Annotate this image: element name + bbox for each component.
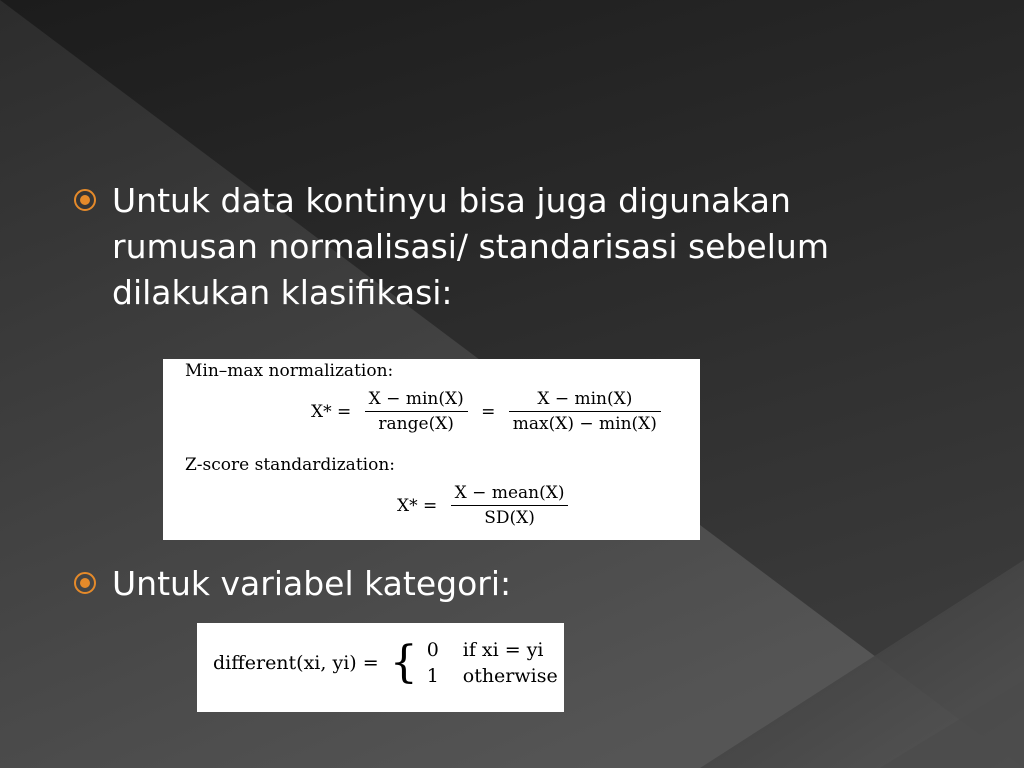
lhs-xstar: X* = [397, 495, 438, 516]
case-condition: if xi = yi [462, 639, 544, 661]
case-value: 0 [426, 639, 439, 661]
formula-image-normalization [163, 359, 700, 540]
minmax-label: Min–max normalization: [185, 361, 394, 381]
zscore-equation [397, 483, 568, 528]
case-row [427, 637, 558, 663]
left-brace: { [389, 637, 418, 688]
fraction-denominator: max(X) − min(X) [512, 414, 657, 434]
bullet-text: Untuk variabel kategori: [112, 564, 512, 603]
fraction-range [365, 389, 468, 434]
fraction-denominator: SD(X) [484, 508, 535, 528]
different-equation [213, 637, 558, 689]
equals-sign: = [481, 401, 496, 422]
bullet-icon [74, 572, 96, 594]
fraction-numerator: X − min(X) [365, 389, 468, 412]
different-lhs: different(xi, yi) = [213, 652, 379, 674]
fraction-denominator: range(X) [378, 414, 454, 434]
fraction-maxmin [509, 389, 661, 434]
lhs-xstar: X* = [311, 401, 352, 422]
bullet-item-categorical [74, 561, 934, 607]
zscore-label: Z-score standardization: [185, 455, 396, 475]
cases-block [427, 637, 558, 689]
formula-image-different [197, 623, 564, 712]
bullet-icon [74, 189, 96, 211]
case-condition: otherwise [462, 665, 558, 687]
fraction-numerator: X − mean(X) [451, 483, 569, 506]
minmax-equation [311, 389, 661, 434]
case-value: 1 [426, 665, 439, 687]
bullet-item-continuous [74, 178, 934, 316]
bullet-text: Untuk data kontinyu bisa juga digunakan rumusan normalisasi/ standarisasi sebelum dilakukan klasifikasi: [112, 181, 829, 312]
fraction-numerator: X − min(X) [509, 389, 661, 412]
fraction-mean-sd [451, 483, 569, 528]
case-row [427, 663, 558, 689]
